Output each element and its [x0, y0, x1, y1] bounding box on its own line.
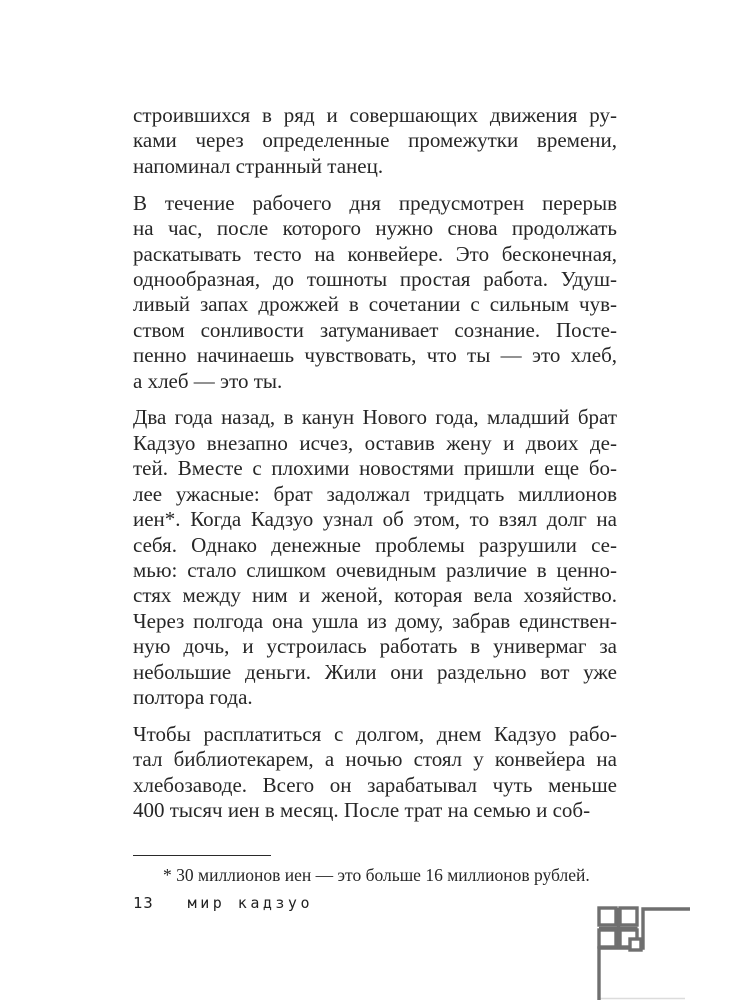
text-line: лее ужасные: брат задолжал тридцать миллионов: [133, 481, 617, 506]
text-line: ливый запах дрожжей в сочетании с сильным чув-: [133, 292, 617, 317]
text-line: ками через определенные промежутки времени,: [133, 128, 617, 153]
text-line: Кадзуо внезапно исчез, оставив жену и двоих де-: [133, 430, 617, 455]
text-line: небольшие деньги. Жили они раздельно вот уже: [133, 659, 617, 684]
ornament-corner-line: [599, 909, 690, 1000]
paragraph: [133, 405, 617, 710]
text-line: иен*. Когда Кадзуо узнал об этом, то взял долг на: [133, 507, 617, 532]
footnote-text: * 30 миллионов иен — это больше 16 миллионов рублей.: [163, 865, 590, 885]
text-line: В течение рабочего дня предусмотрен перерыв: [133, 190, 617, 215]
text-line: Чтобы расплатиться с долгом, днем Кадзуо рабо-: [133, 721, 617, 746]
paragraph: [133, 722, 617, 824]
text-line: стях между ним и женой, которая вела хозяйство.: [133, 583, 617, 608]
text-line: раскатывать тесто на конвейере. Это бесконечная,: [133, 241, 617, 266]
text-line: мью: стало слишком очевидным различие в ценно-: [133, 557, 617, 582]
footnote-rule: [133, 855, 271, 856]
text-line: Два года назад, в канун Нового года, младший брат: [133, 405, 617, 430]
text-line: на час, после которого нужно снова продолжать: [133, 216, 617, 241]
text-line: строившихся в ряд и совершающих движения ру-: [133, 103, 617, 127]
text-line: пенно начинаешь чувствовать, что ты — это хлеб,: [133, 343, 617, 368]
footnote: [133, 855, 617, 886]
paragraph: [133, 103, 617, 179]
text-line: однообразная, до тошноты простая работа. Удуш-: [133, 266, 617, 291]
text-line: ством сонливости затуманивает сознание. Посте-: [133, 317, 617, 342]
text-line: 400 тысяч иен в месяц. После трат на семью и соб-: [133, 798, 591, 823]
text-line: Через полгода она ушла из дому, забрав единствен-: [133, 608, 617, 633]
text-line: полтора года.: [133, 684, 253, 709]
body-text: [133, 103, 617, 823]
text-line: хлебозаводе. Всего он зарабатывал чуть меньше: [133, 772, 617, 797]
text-line: тал библиотекарем, а ночью стоял у конвейера на: [133, 747, 617, 772]
paragraph: [133, 191, 617, 394]
text-line: себя. Однако денежные проблемы разрушили се-: [133, 532, 617, 557]
text-line: а хлеб — это ты.: [133, 368, 283, 393]
text-line: тей. Вместе с плохими новостями пришли еще бо-: [133, 456, 617, 481]
running-title: мир кадзуо: [187, 894, 313, 912]
corner-ornament-icon: [590, 900, 750, 1000]
text-line: ную дочь, и устроилась работать в универмаг за: [133, 634, 617, 659]
page-number: 13: [133, 894, 154, 912]
ornament-knot: [599, 908, 641, 950]
page-footer: [133, 894, 313, 912]
text-line: напоминал странный танец.: [133, 153, 384, 178]
